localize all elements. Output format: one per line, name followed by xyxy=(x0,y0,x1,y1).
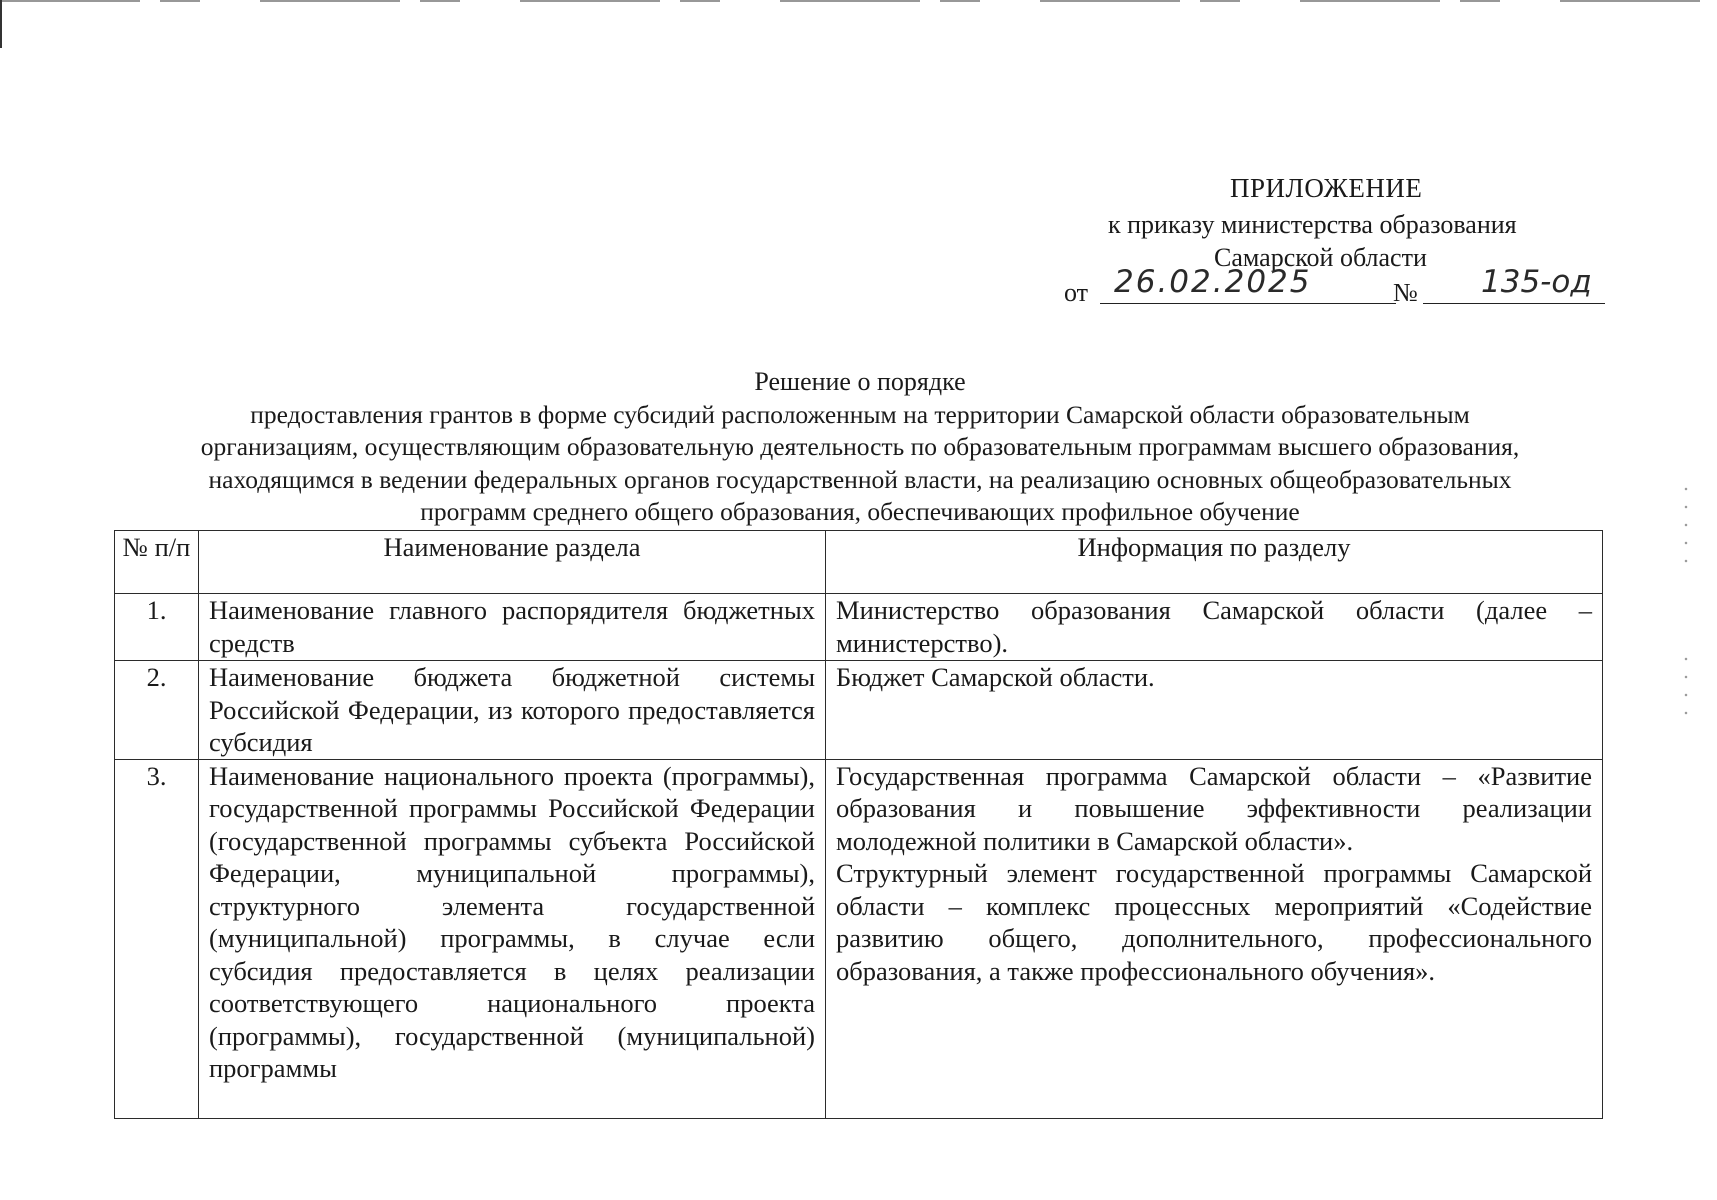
row-section-info: Министерство образования Самарской области (далее – министерство). xyxy=(826,594,1603,661)
row-info-paragraph: Структурный элемент государственной программы Самарской области – комплекс процессных мероприятий «Содействие развитию общего, дополнительного, профессионального образования, а также профессионального обучения». xyxy=(836,858,1592,986)
decision-table xyxy=(114,530,1603,1119)
scan-margin-marks xyxy=(1680,650,1692,720)
table-row xyxy=(115,759,1603,1118)
appendix-number-handwritten: 135-од xyxy=(1423,266,1605,304)
appendix-region-line: Самарской области xyxy=(1214,243,1427,272)
heading-title: Решение о порядке xyxy=(754,367,966,396)
document-heading xyxy=(110,366,1610,529)
row-number: 3. xyxy=(115,759,199,1118)
row-section-info xyxy=(826,759,1603,1118)
appendix-title: ПРИЛОЖЕНИЕ xyxy=(1230,173,1423,203)
row-section-name: Наименование национального проекта (программы), государственной программы Российской Федерации (государственной программы субъекта Российской Федерации, муниципальной программы), структурного элемента государственной (муниципальной) программы, в случае если субсидия предоставляется в целях реализации соответствующего национального проекта (программы), государственной (муниципальной) программы xyxy=(199,759,826,1118)
scan-top-edge xyxy=(0,0,1717,2)
heading-line: программ среднего общего образования, обеспечивающих профильное обучение xyxy=(420,497,1300,526)
heading-line: организациям, осуществляющим образовательную деятельность по образовательным программам высшего образования, xyxy=(200,432,1520,461)
row-info-paragraph: Государственная программа Самарской области – «Развитие образования и повышение эффективности реализации молодежной политики в Самарской области». xyxy=(836,760,1592,856)
heading-line: предоставления грантов в форме субсидий расположенным на территории Самарской области образовательным xyxy=(250,399,1470,429)
header-number: № п/п xyxy=(115,531,199,594)
table-row xyxy=(115,661,1603,760)
heading-line: находящимся в ведении федеральных органов государственной власти, на реализацию основных общеобразовательных xyxy=(208,464,1512,494)
row-number: 1. xyxy=(115,594,199,661)
table-header-row xyxy=(115,531,1603,594)
header-section-info: Информация по разделу xyxy=(826,531,1603,594)
scan-left-edge xyxy=(0,0,8,48)
row-section-name: Наименование бюджета бюджетной системы Российской Федерации, из которого предоставляется субсидия xyxy=(199,661,826,760)
row-number: 2. xyxy=(115,661,199,760)
appendix-order-line: к приказу министерства образования xyxy=(1108,210,1517,239)
appendix-from-label: от xyxy=(1064,278,1089,307)
table-row xyxy=(115,594,1603,661)
row-section-info: Бюджет Самарской области. xyxy=(826,661,1603,760)
scan-margin-marks xyxy=(1680,480,1692,570)
appendix-number-label: № xyxy=(1393,278,1418,307)
row-section-name: Наименование главного распорядителя бюджетных средств xyxy=(199,594,826,661)
appendix-date-handwritten: 26.02.2025 xyxy=(1100,266,1396,304)
header-section-name: Наименование раздела xyxy=(199,531,826,594)
